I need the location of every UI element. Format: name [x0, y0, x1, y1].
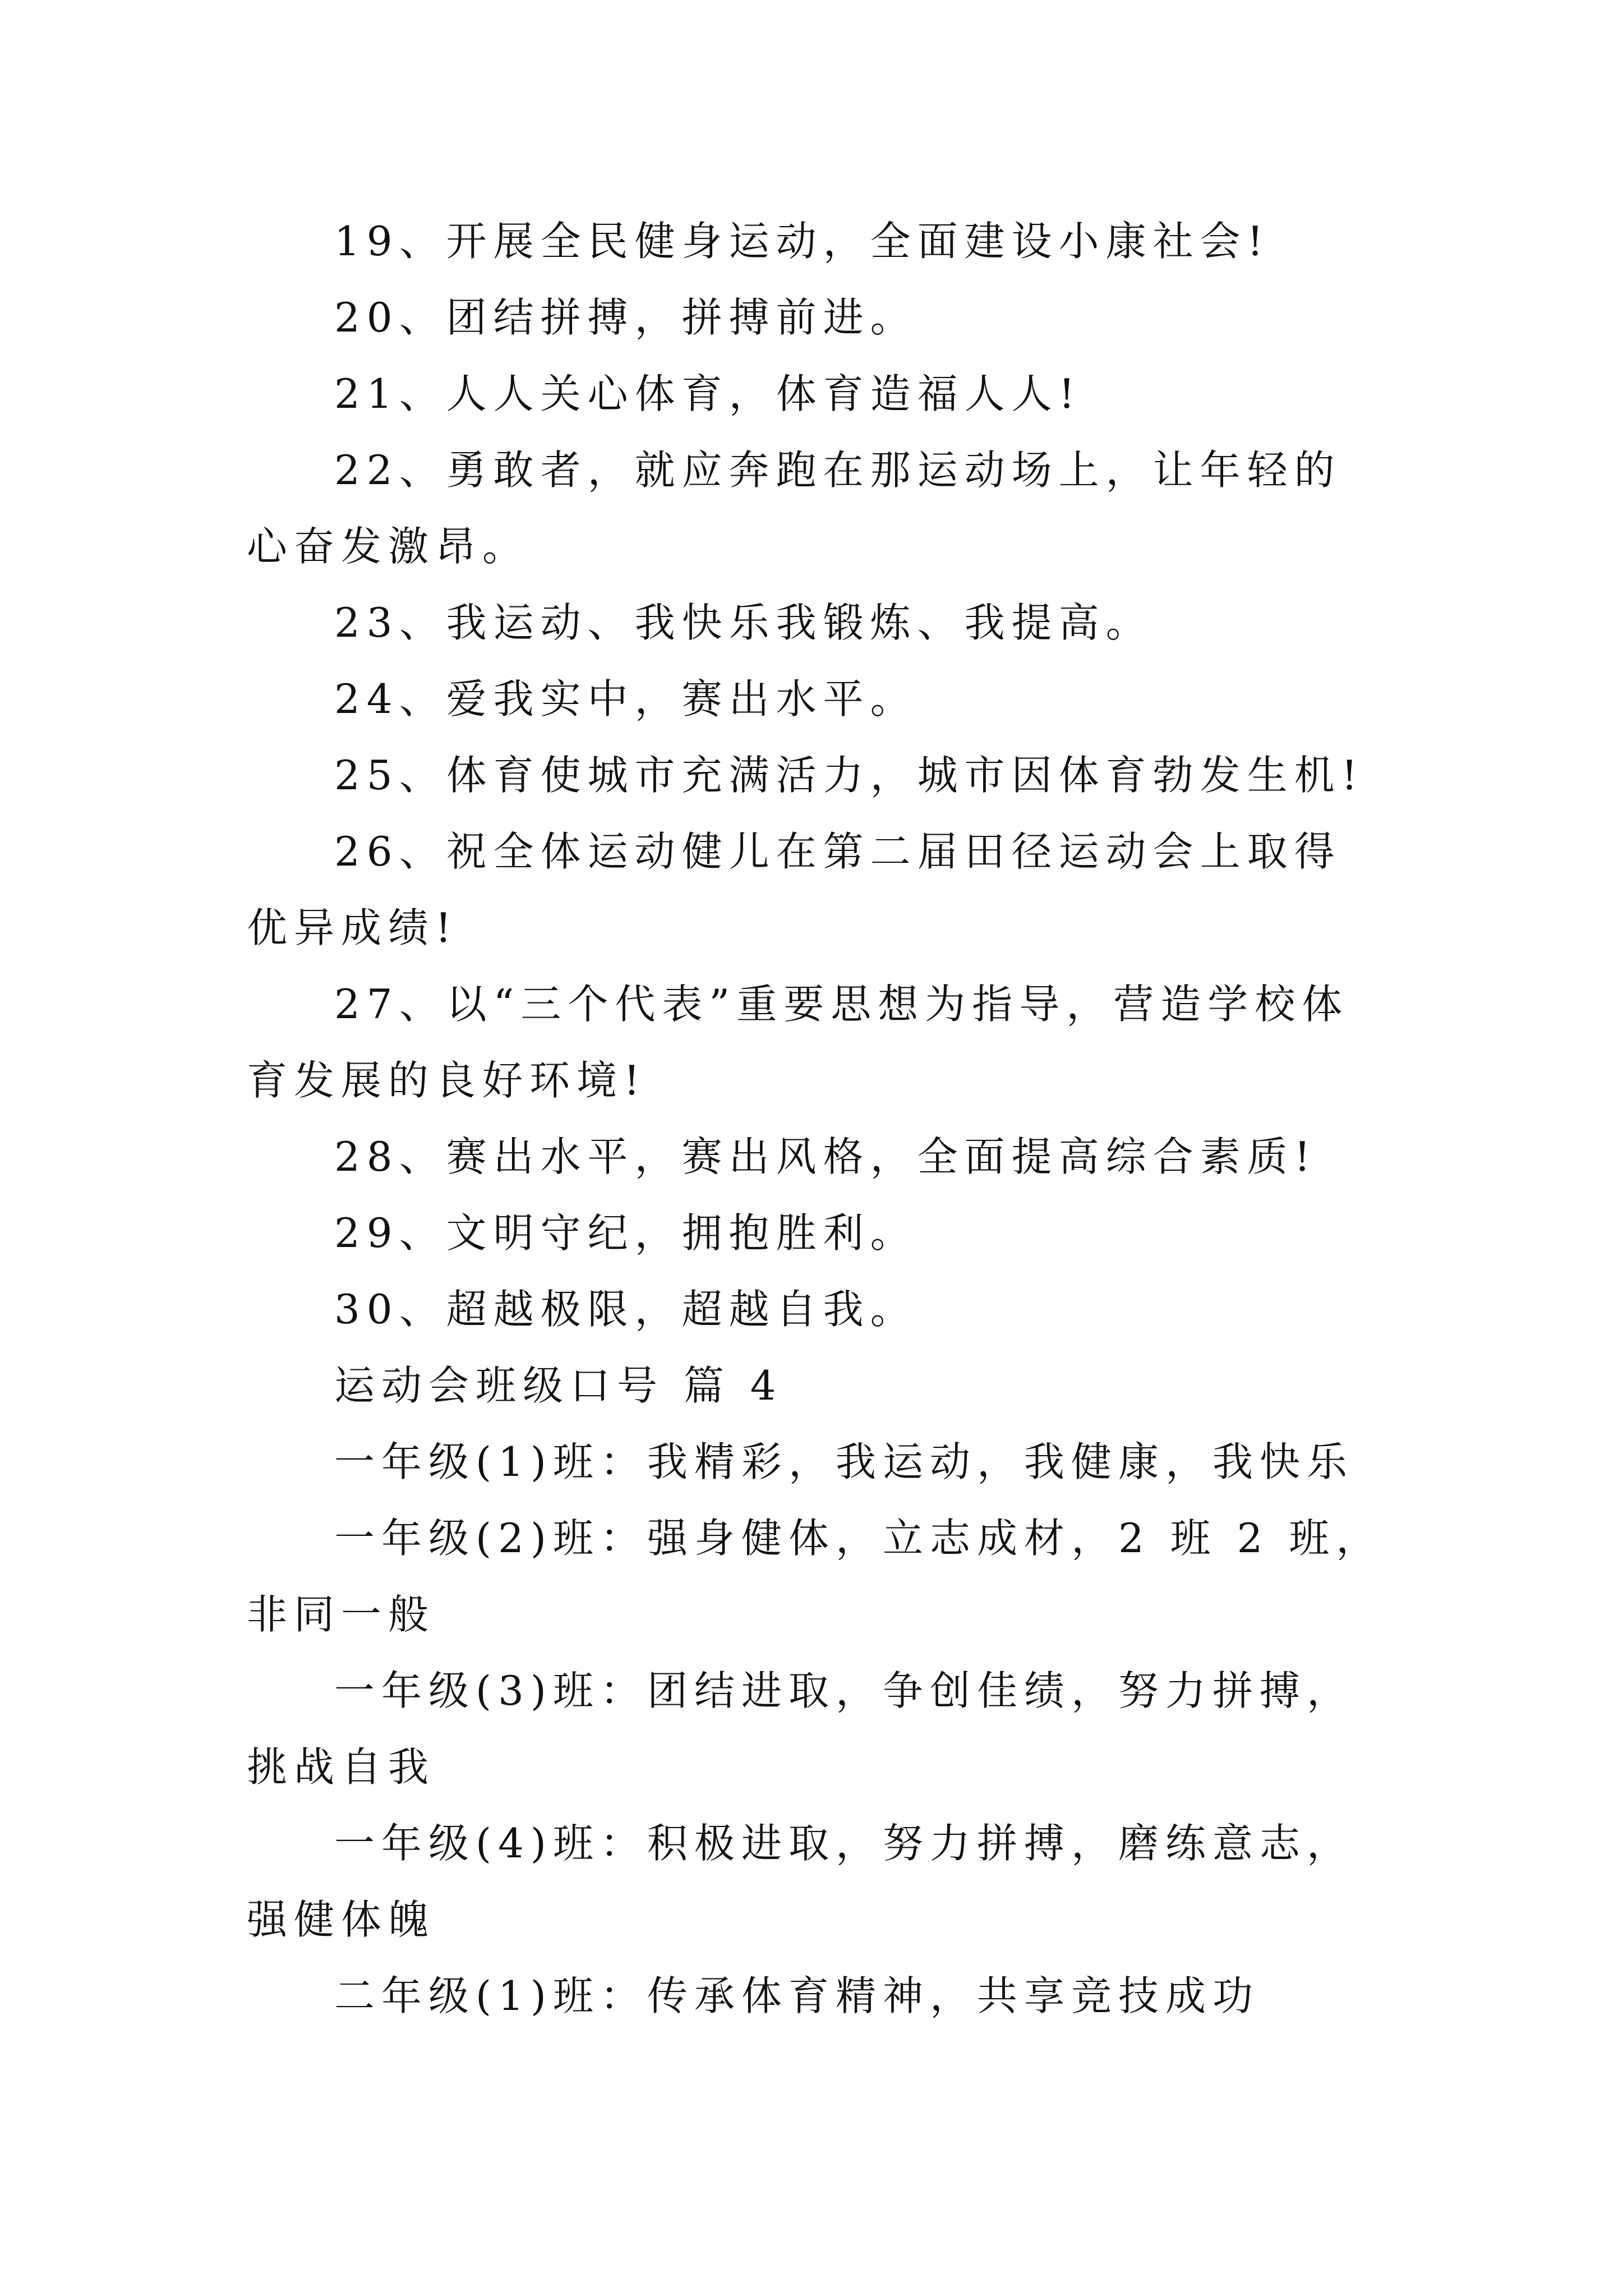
- paragraph-slogan-30: 30、超越极限，超越自我。: [334, 1286, 917, 1333]
- paragraph-class-slogan-grade1-class2: 一年级(2)班：强身健体，立志成材，2 班 2 班，非同一般: [247, 1515, 1384, 1638]
- paragraph-slogan-22: 22、勇敢者，就应奔跑在那运动场上，让年轻的心奋发激昂。: [247, 447, 1341, 570]
- section-heading: 运动会班级口号 篇 4: [334, 1362, 783, 1409]
- paragraph-slogan-26: 26、祝全体运动健儿在第二届田径运动会上取得优异成绩!: [247, 828, 1341, 951]
- paragraph-slogan-25: 25、体育使城市充满活力，城市因体育勃发生机!: [334, 752, 1364, 799]
- document-body: [247, 203, 1385, 2034]
- paragraph-class-slogan-grade1-class3: 一年级(3)班：团结进取，争创佳绩，努力拼搏，挑战自我: [247, 1667, 1354, 1791]
- paragraph-slogan-19: 19、开展全民健身运动，全面建设小康社会!: [334, 218, 1270, 265]
- paragraph-slogan-21: 21、人人关心体育，体育造福人人!: [334, 370, 1082, 417]
- paragraph-slogan-28: 28、赛出水平，赛出风格，全面提高综合素质!: [334, 1133, 1317, 1180]
- paragraph-slogan-24: 24、爱我实中，赛出水平。: [334, 675, 917, 723]
- paragraph-slogan-23: 23、我运动、我快乐我锻炼、我提高。: [334, 599, 1153, 646]
- paragraph-slogan-27: 27、以“三个代表”重要思想为指导，营造学校体育发展的良好环境!: [247, 981, 1349, 1104]
- paragraph-class-slogan-grade1-class1: 一年级(1)班：我精彩，我运动，我健康，我快乐: [334, 1438, 1354, 1485]
- paragraph-slogan-20: 20、团结拼搏，拼搏前进。: [334, 294, 917, 341]
- paragraph-class-slogan-grade2-class1: 二年级(1)班：传承体育精神，共享竞技成功: [334, 1972, 1260, 2019]
- paragraph-slogan-29: 29、文明守纪，拥抱胜利。: [334, 1209, 917, 1257]
- paragraph-class-slogan-grade1-class4: 一年级(4)班：积极进取，努力拼搏，磨练意志，强健体魄: [247, 1820, 1354, 1943]
